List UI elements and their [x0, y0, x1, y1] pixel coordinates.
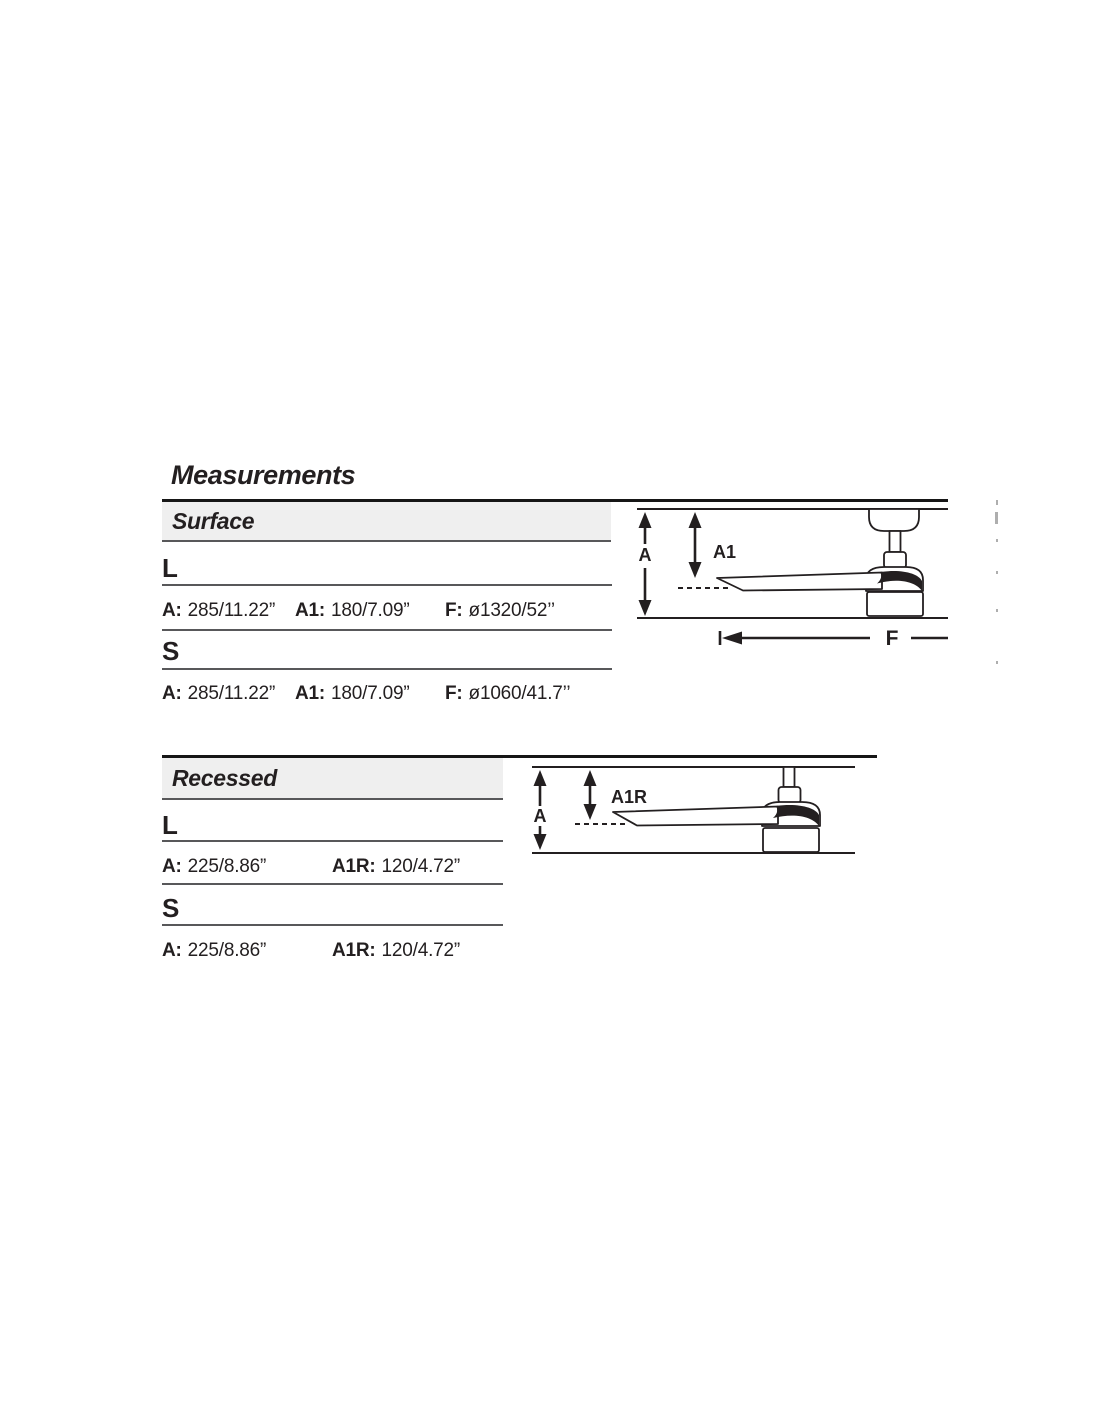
dim-label-f: F [885, 627, 899, 650]
divider [162, 798, 503, 800]
measurement-cell [445, 601, 555, 621]
dim-key: A: [162, 683, 182, 704]
drop-dimension-arrow-a1 [689, 512, 737, 578]
dim-value: ø1060/41.7’’ [468, 683, 571, 704]
height-dimension-arrow-a [639, 512, 652, 616]
surface-mounting-diagram [630, 492, 952, 657]
dim-key: F: [445, 683, 463, 704]
measurement-row [162, 684, 612, 704]
page-title: Measurements [171, 460, 356, 490]
divider [162, 629, 612, 631]
arrowhead-down-icon [534, 834, 547, 850]
arrowhead-down-icon [689, 562, 702, 578]
ceiling-fan-illustration [613, 767, 820, 852]
fan-blade [717, 573, 882, 591]
measurement-cell [295, 684, 410, 704]
recessed-mounting-diagram [525, 758, 860, 858]
dim-value: 180/7.09” [331, 683, 410, 704]
measurement-cell [162, 684, 275, 704]
dim-label-a: A [638, 545, 652, 565]
dim-label-a: A [533, 806, 547, 826]
measurement-cell [162, 857, 266, 877]
dim-key: A1R: [332, 856, 376, 877]
arrowhead-up-icon [584, 770, 597, 786]
dim-value: ø1320/52’’ [468, 600, 555, 621]
height-dimension-arrow-a [534, 770, 547, 850]
size-label-s: S [162, 893, 180, 923]
arrowhead-up-icon [689, 512, 702, 528]
dim-value: 285/11.22” [187, 600, 276, 621]
dim-key: F: [445, 600, 463, 621]
measurement-cell [295, 601, 410, 621]
recessed-header: Recessed [172, 764, 278, 791]
diameter-dimension-arrow-f [720, 627, 948, 650]
divider [162, 840, 503, 842]
divider [162, 540, 611, 542]
dim-value: 285/11.22” [187, 683, 276, 704]
size-label-l: L [162, 553, 178, 583]
recessed-header-bar [162, 758, 503, 798]
cropped-edge-artifact [996, 500, 998, 505]
measurement-row [162, 601, 612, 621]
size-label-s: S [162, 636, 180, 666]
cropped-edge-artifact [996, 539, 998, 542]
cropped-edge-artifact [996, 661, 998, 664]
dim-label-a1: A1 [713, 542, 737, 562]
arrowhead-down-icon [639, 600, 652, 616]
light-box [763, 828, 819, 852]
measurement-row [162, 941, 503, 961]
size-label-l: L [162, 810, 178, 840]
arrowhead-up-icon [639, 512, 652, 528]
downrod [784, 767, 795, 787]
dim-value: 120/4.72” [381, 856, 461, 877]
divider [162, 668, 612, 670]
divider [162, 883, 503, 885]
dim-label-a1r: A1R [611, 787, 648, 807]
dim-key: A1R: [332, 940, 376, 961]
dim-key: A1: [295, 683, 326, 704]
surface-header: Surface [172, 507, 255, 534]
measurement-cell [162, 941, 266, 961]
downrod [890, 531, 901, 552]
canopy [869, 509, 919, 531]
dim-value: 180/7.09” [331, 600, 410, 621]
arrowhead-left-icon [722, 632, 742, 645]
cropped-edge-artifact [996, 571, 998, 574]
downrod-coupler [884, 552, 906, 568]
ceiling-fan-illustration [717, 509, 923, 616]
measurement-row [162, 857, 503, 877]
fan-blade [613, 807, 778, 826]
dim-value: 225/8.86” [187, 856, 267, 877]
dim-key: A: [162, 940, 182, 961]
dim-key: A1: [295, 600, 326, 621]
cropped-edge-artifact [996, 609, 998, 612]
dim-key: A: [162, 600, 182, 621]
arrowhead-up-icon [534, 770, 547, 786]
measurement-cell [162, 601, 275, 621]
measurement-cell [332, 857, 460, 877]
measurement-cell [445, 684, 570, 704]
dim-value: 120/4.72” [381, 940, 461, 961]
cropped-edge-artifact [995, 512, 998, 524]
arrowhead-down-icon [584, 804, 597, 820]
measurement-cell [332, 941, 460, 961]
downrod-coupler [779, 787, 801, 803]
surface-header-bar [162, 502, 611, 540]
divider [162, 584, 612, 586]
dim-key: A: [162, 856, 182, 877]
light-box [867, 592, 923, 616]
dim-value: 225/8.86” [187, 940, 267, 961]
divider [162, 924, 503, 926]
